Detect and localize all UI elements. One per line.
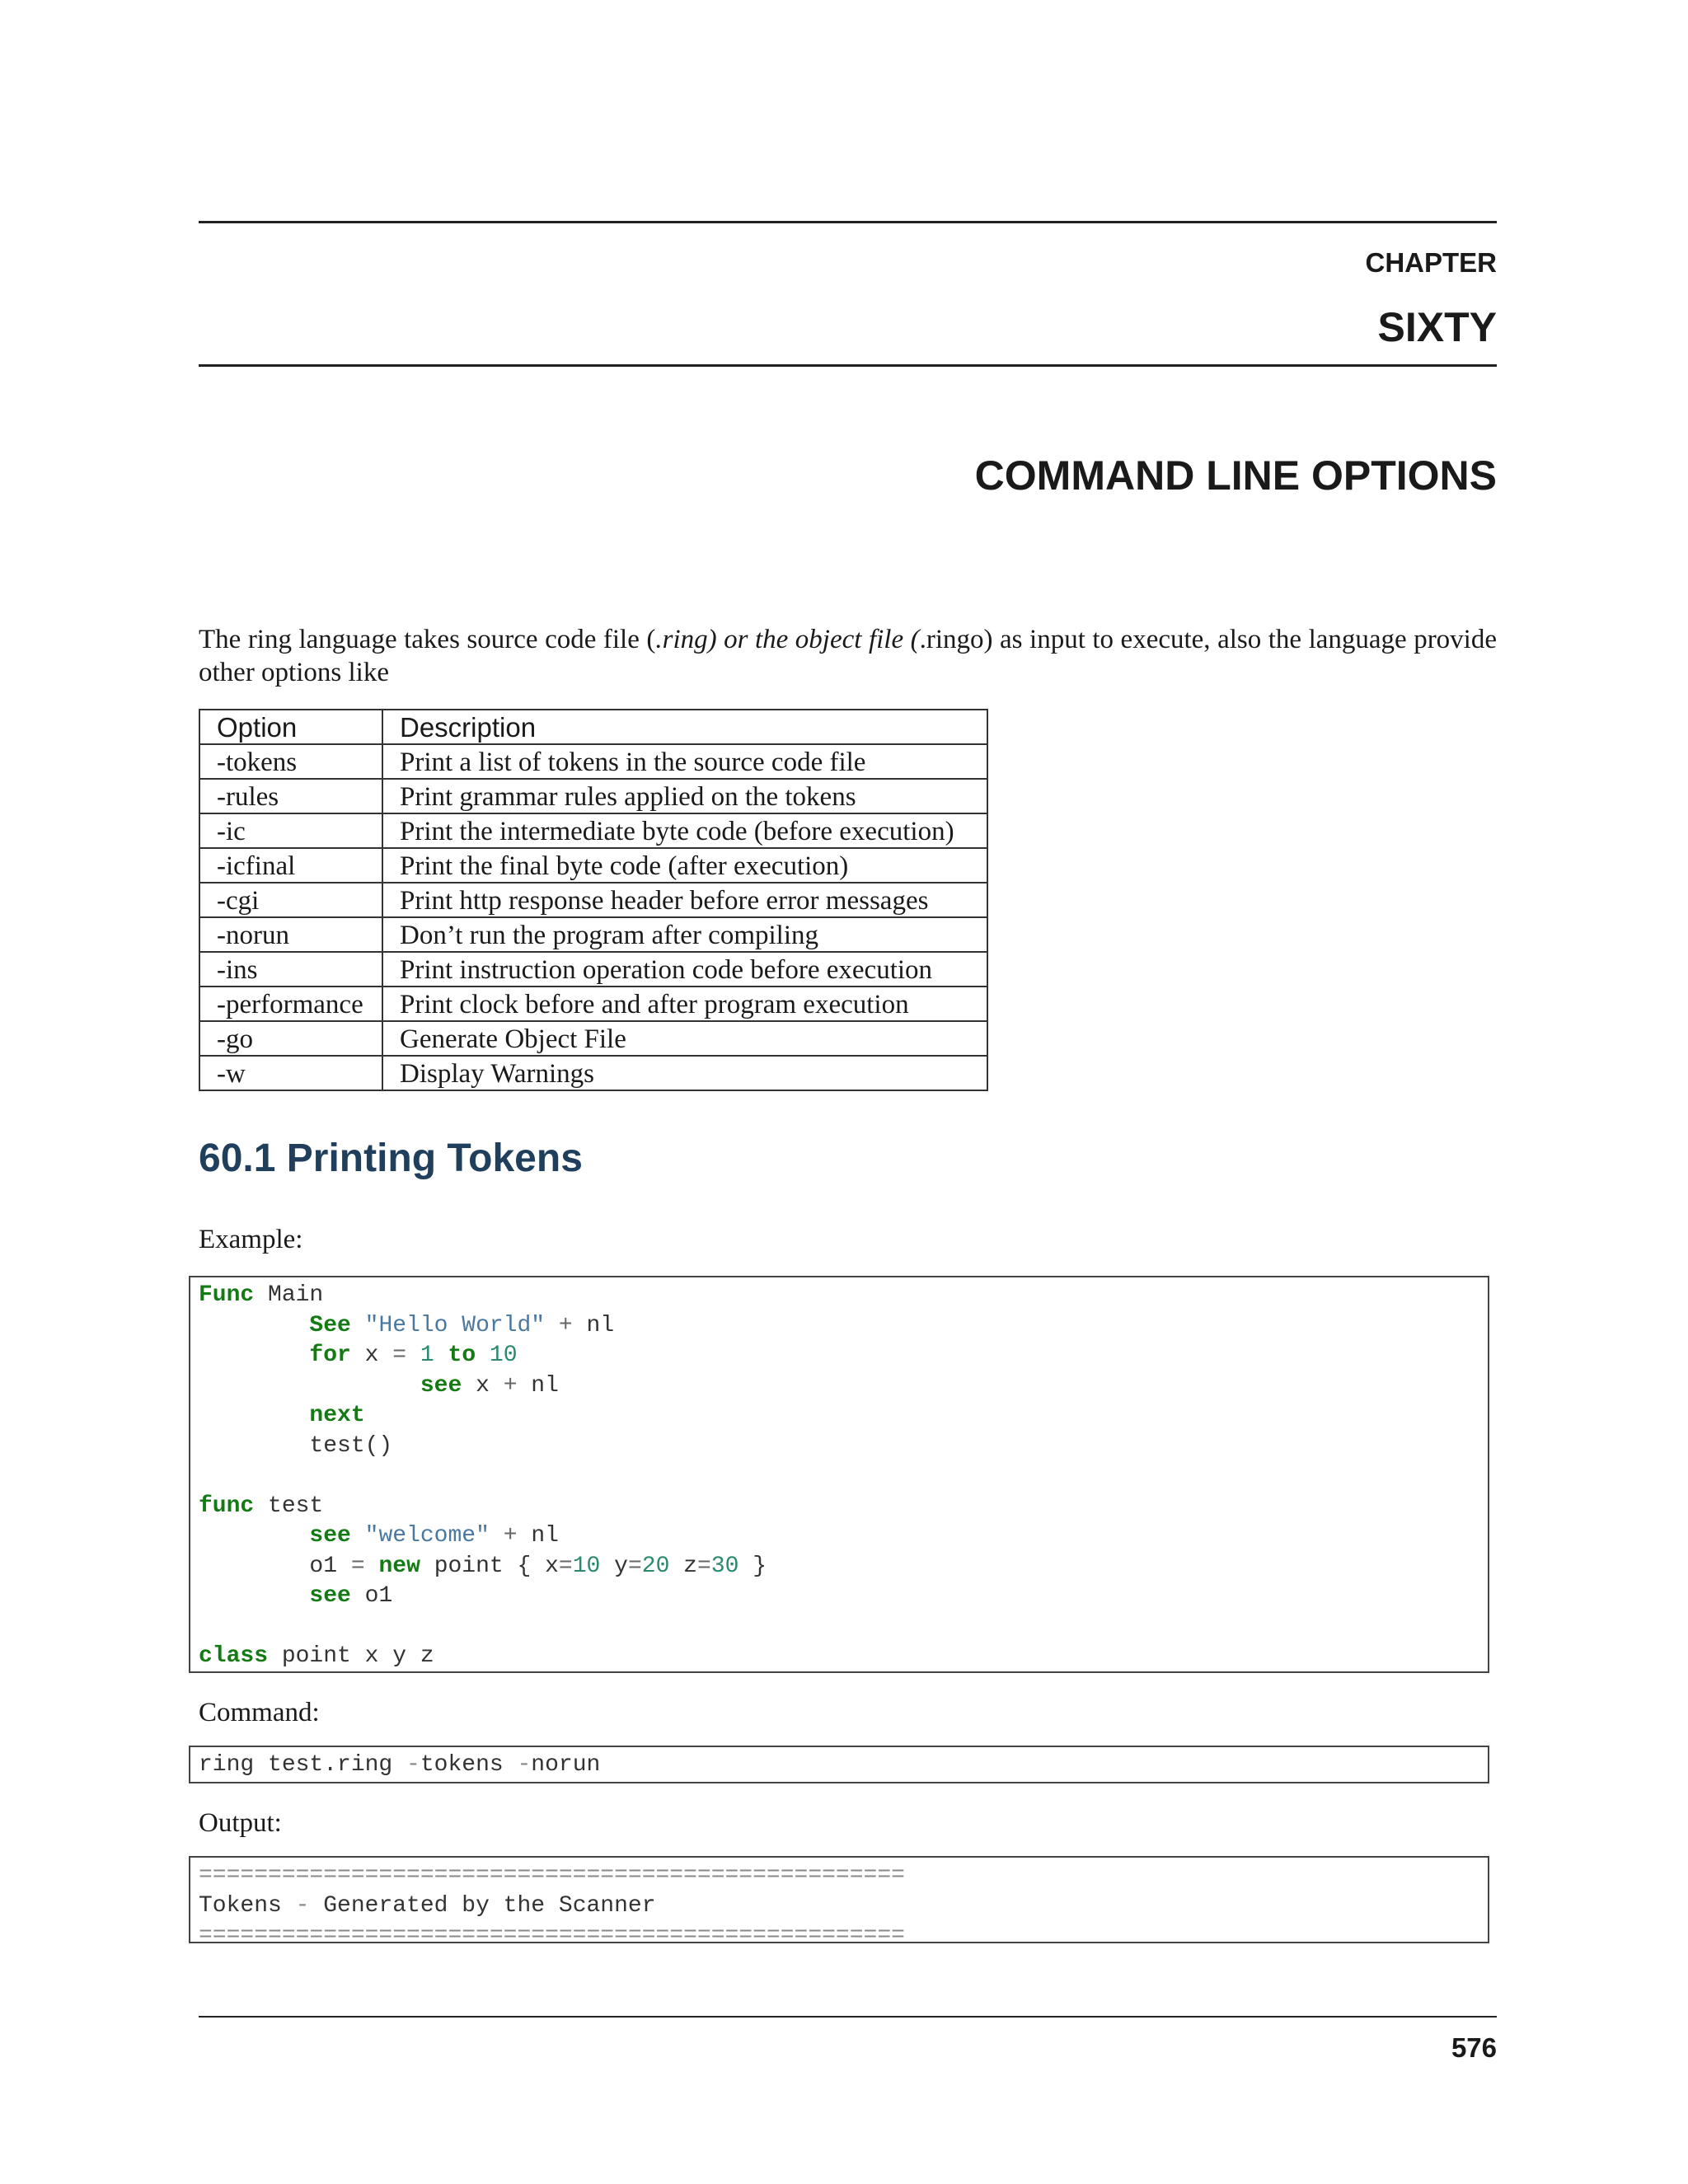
code-line: func test <box>199 1493 324 1519</box>
option-cell: -norun <box>199 917 382 952</box>
output-line: Tokens - Generated by the Scanner <box>199 1892 656 1919</box>
code-line: next <box>309 1403 365 1428</box>
command-block <box>189 1746 1489 1783</box>
output-label: Output: <box>199 1808 282 1838</box>
option-cell: -icfinal <box>199 848 382 883</box>
header-option: Option <box>199 710 382 744</box>
table-row <box>199 1056 987 1090</box>
table-row <box>199 779 987 813</box>
table-row <box>199 917 987 952</box>
code-line: class point x y z <box>199 1643 434 1669</box>
description-cell: Don’t run the program after compiling <box>382 917 987 952</box>
table-row <box>199 744 987 779</box>
intro-paragraph <box>199 623 1497 689</box>
output-block <box>189 1856 1489 1943</box>
option-cell: -w <box>199 1056 382 1090</box>
description-cell: Print a list of tokens in the source code file <box>382 744 987 779</box>
description-cell: Print clock before and after program execution <box>382 987 987 1021</box>
option-cell: -rules <box>199 779 382 813</box>
command-label: Command: <box>199 1698 320 1727</box>
description-cell: Print the final byte code (after execution) <box>382 848 987 883</box>
code-example-block <box>189 1276 1489 1673</box>
chapter-title: COMMAND LINE OPTIONS <box>974 452 1497 499</box>
option-cell: -cgi <box>199 883 382 917</box>
table-row <box>199 813 987 848</box>
code-line: see x + nl <box>420 1372 559 1399</box>
description-cell: Generate Object File <box>382 1021 987 1056</box>
description-cell: Print instruction operation code before execution <box>382 952 987 987</box>
page-number: 576 <box>1451 2032 1497 2063</box>
code-line: for x = 1 to 10 <box>309 1343 518 1368</box>
code-line <box>199 1612 1479 1643</box>
section-heading: 60.1 Printing Tokens <box>199 1137 583 1180</box>
example-label: Example: <box>199 1225 303 1254</box>
chapter-number: SIXTY <box>1377 304 1497 350</box>
code-line: test() <box>199 1432 393 1459</box>
code-line: see o1 <box>309 1583 393 1609</box>
intro-text-1: The ring language takes source code file ( <box>199 625 656 654</box>
description-cell: Print the intermediate byte code (before execution) <box>382 813 987 848</box>
code-line <box>199 1461 1479 1492</box>
code-line: see "welcome" + nl <box>309 1523 559 1549</box>
table-row <box>199 848 987 883</box>
output-line: =================================================== <box>199 1923 905 1943</box>
option-cell: -performance <box>199 987 382 1021</box>
option-cell: -ic <box>199 813 382 848</box>
intro-text-italic: .ring) or the object file ( <box>655 625 920 654</box>
chapter-bottom-rule <box>199 364 1497 367</box>
table-header-row <box>199 710 987 744</box>
options-table <box>199 709 988 1091</box>
code-line: Func Main <box>199 1282 324 1308</box>
command-line: ring test.ring -tokens -norun <box>199 1752 601 1778</box>
footer-rule <box>199 2016 1497 2018</box>
description-cell: Display Warnings <box>382 1056 987 1090</box>
top-rule <box>199 221 1497 223</box>
table-row <box>199 987 987 1021</box>
option-cell: -go <box>199 1021 382 1056</box>
table-row <box>199 1021 987 1056</box>
chapter-label: CHAPTER <box>1365 247 1497 278</box>
code-line: See "Hello World" + nl <box>309 1312 615 1338</box>
description-cell: Print http response header before error messages <box>382 883 987 917</box>
option-cell: -tokens <box>199 744 382 779</box>
output-line: =================================================== <box>199 1863 905 1888</box>
description-cell: Print grammar rules applied on the tokens <box>382 779 987 813</box>
code-line: o1 = new point { x=10 y=20 z=30 } <box>199 1553 767 1579</box>
option-cell: -ins <box>199 952 382 987</box>
table-row <box>199 883 987 917</box>
table-row <box>199 952 987 987</box>
header-description: Description <box>382 710 987 744</box>
intro-text-2: .ringo) as input to execute, also the language provide other options like <box>199 625 1497 687</box>
